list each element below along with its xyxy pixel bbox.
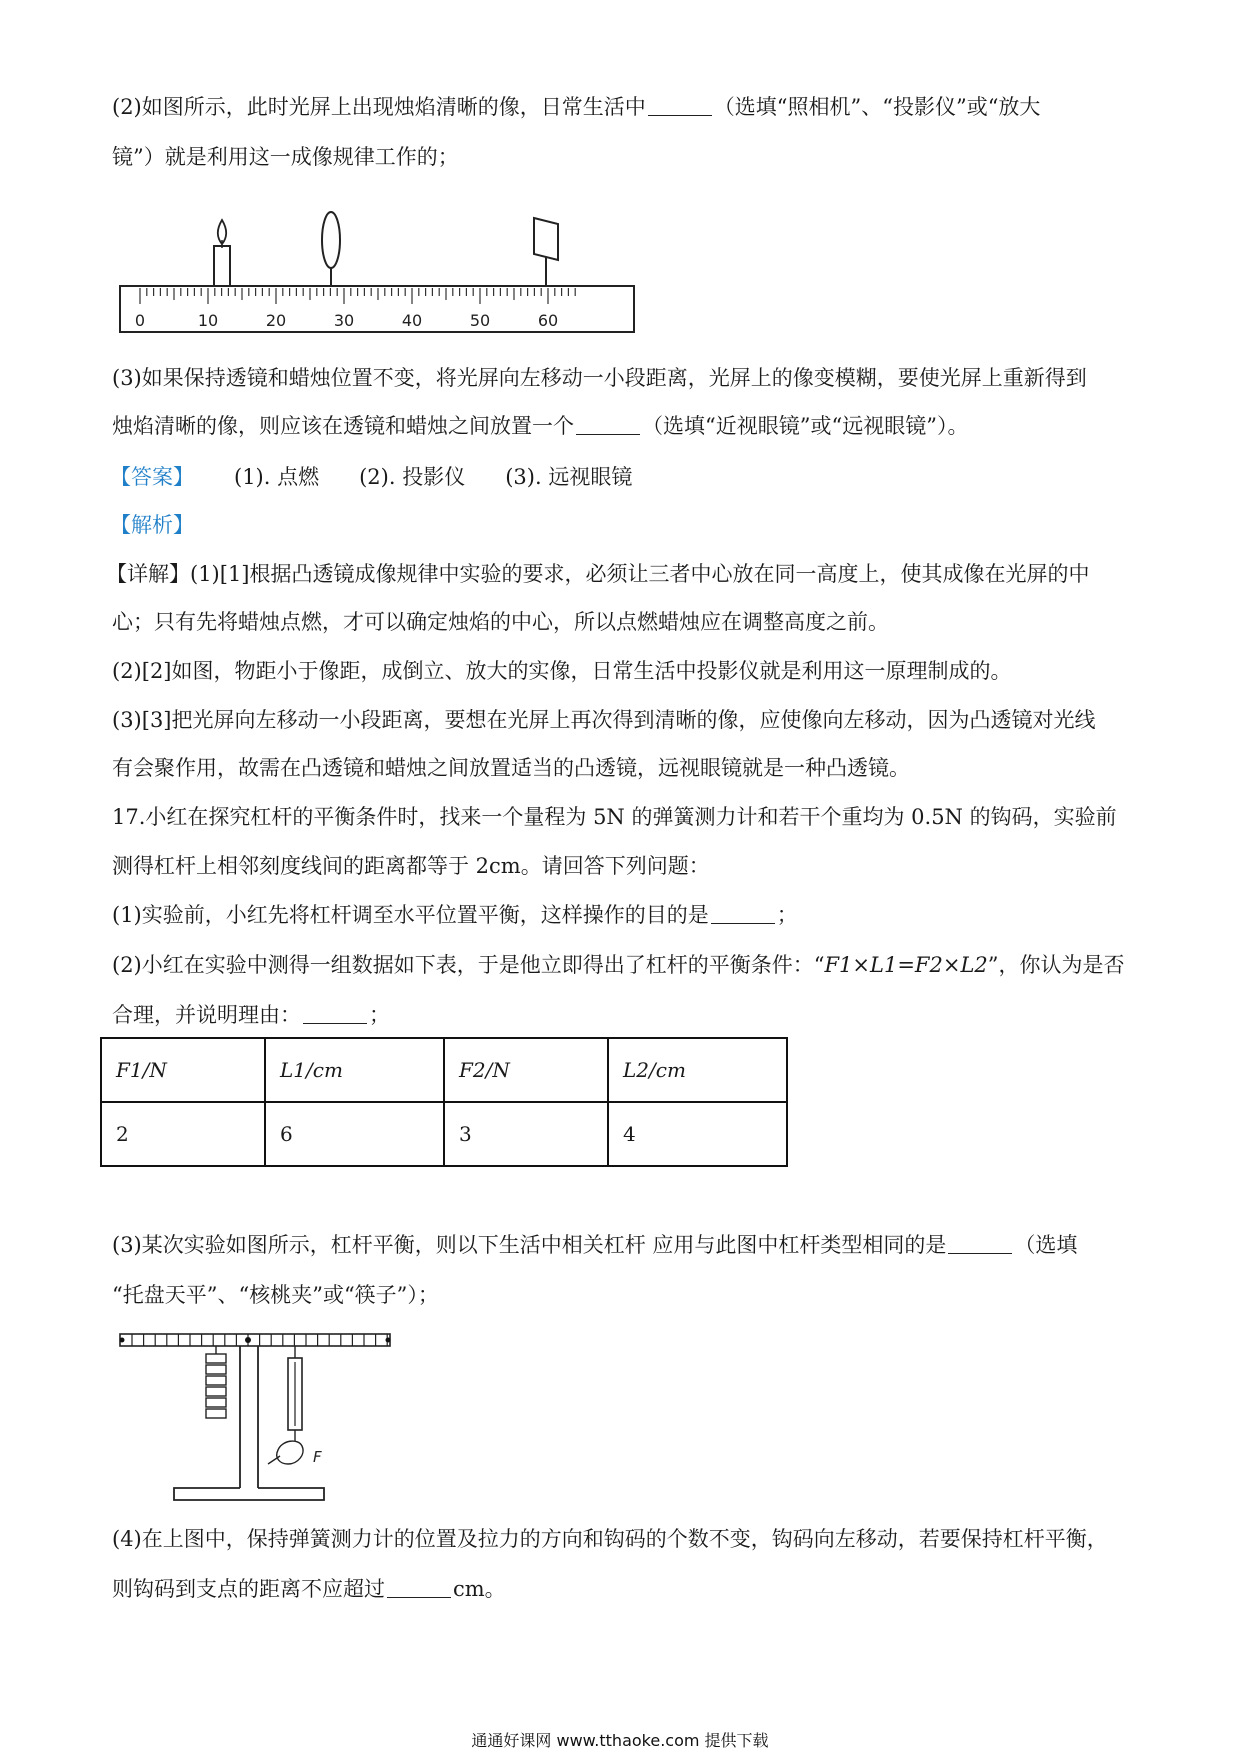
lever-bar [120,1334,390,1346]
q16-part3-line2: 烛焰清晰的像，则应该在透镜和蜡烛之间放置一个 （选填“近视眼镜”或“远视眼镜”）。 [112,414,969,438]
answer-blank [576,412,640,435]
ruler-tick-label: 0 [134,311,146,330]
hook-weight [206,1398,226,1407]
detail2: (2)[2]如图，物距小于像距，成倒立、放大的实像，日常生活中投影仪就是利用这一原理制成的。 [112,659,1012,683]
table-header-cell: L2/cm [608,1038,787,1102]
q17-part3-line2: “托盘天平”、“核桃夹”或“筷子”）； [112,1283,439,1307]
table-header-row [101,1038,787,1102]
hook-weight [206,1409,226,1418]
table-cell: 2 [101,1102,265,1166]
hand-icon [268,1441,303,1464]
candle-icon [214,220,230,286]
table-cell: 6 [265,1102,444,1166]
table-header-cell: F1/N [101,1038,265,1102]
ruler-tick-label: 20 [265,311,287,330]
hook-weight [206,1354,226,1363]
answer-blank [303,1001,367,1024]
hook-weight [206,1387,226,1396]
hook-weight [206,1376,226,1385]
answer-item: (3). 远视眼镜 [505,465,633,489]
detail1-line1: 【详解】(1)[1]根据凸透镜成像规律中实验的要求，必须让三者中心放在同一高度上，使其成像在光屏的中 [106,562,1090,586]
answer-tag: 【答案】 [110,465,194,489]
q16-part3-line1: (3)如果保持透镜和蜡烛位置不变，将光屏向左移动一小段距离，光屏上的像变模糊，要使光屏上重新得到 [112,366,1087,390]
answer-blank [948,1231,1012,1254]
data-table [100,1037,788,1167]
q17-part2-line2: 合理，并说明理由： ； [112,1003,390,1027]
q16-part2-line2: 镜”）就是利用这一成像规律工作的； [112,145,459,169]
lever-figure [112,1330,402,1505]
detail3-line2: 有会聚作用，故需在凸透镜和蜡烛之间放置适当的凸透镜，远视眼镜就是一种凸透镜。 [112,756,910,780]
q17-part4-line1: (4)在上图中，保持弹簧测力计的位置及拉力的方向和钩码的个数不变，钩码向左移动，若要保持杠杆平衡， [112,1527,1108,1551]
pivot-point [245,1337,251,1343]
answer-line [110,462,632,492]
q17-stem-line1: 17.小红在探究杠杆的平衡条件时，找来一个量程为 5N 的弹簧测力计和若干个重均为 0.5N 的钩码，实验前 [112,805,1117,829]
hook-weight [206,1365,226,1374]
answer-blank [648,93,712,116]
page-footer: 通通好课网 www.tthaoke.com 提供下载 [471,1731,769,1750]
table-header-cell: L1/cm [265,1038,444,1102]
spring-scale-icon [288,1346,302,1442]
q17-part1: (1)实验前，小红先将杠杆调至水平位置平衡，这样操作的目的是 ； [112,903,798,927]
answer-item: (1). 点燃 [234,465,320,489]
q17-stem-line2: 测得杠杆上相邻刻度线间的距离都等于 2cm。请回答下列问题： [112,854,710,878]
ruler-tick-label: 10 [197,311,219,330]
table-row [101,1102,787,1166]
analysis-tag: 【解析】 [110,513,194,537]
ruler-tick-label: 50 [469,311,491,330]
table-header-cell: F2/N [444,1038,608,1102]
detail3-line1: (3)[3]把光屏向左移动一小段距离，要想在光屏上再次得到清晰的像，应使像向左移动，因为凸透镜对光线 [112,708,1096,732]
ruler-tick-label: 30 [333,311,355,330]
ruler-tick-label: 40 [401,311,423,330]
q17-part2-line1: (2)小红在实验中测得一组数据如下表，于是他立即得出了杠杆的平衡条件：“F1×L1=F2×L2”，你认为是否 [112,953,1125,977]
answer-blank [711,901,775,924]
force-label: F [313,1448,322,1466]
convex-lens-icon [322,212,340,286]
table-cell: 3 [444,1102,608,1166]
optical-bench-figure [118,210,638,338]
light-screen-icon [534,218,558,286]
balance-formula: F1×L1=F2×L2 [824,953,988,977]
q16-part2-line1: (2)如图所示，此时光屏上出现烛焰清晰的像，日常生活中 （选填“照相机”、“投影仪”或“放大 [112,95,1041,119]
answer-blank [387,1575,451,1598]
q17-part3-line1: (3)某次实验如图所示，杠杆平衡，则以下生活中相关杠杆 应用与此图中杠杆类型相同的是 （选填 [112,1233,1078,1257]
detail-tag: 【详解】 [106,562,190,586]
hook-weights-icon [206,1346,226,1418]
ruler-tick-label: 60 [537,311,559,330]
answer-item: (2). 投影仪 [359,465,466,489]
detail1-line2: 心；只有先将蜡烛点燃，才可以确定烛焰的中心，所以点燃蜡烛应在调整高度之前。 [112,610,889,634]
table-cell: 4 [608,1102,787,1166]
q17-part4-line2: 则钩码到支点的距离不应超过 cm。 [112,1577,506,1601]
